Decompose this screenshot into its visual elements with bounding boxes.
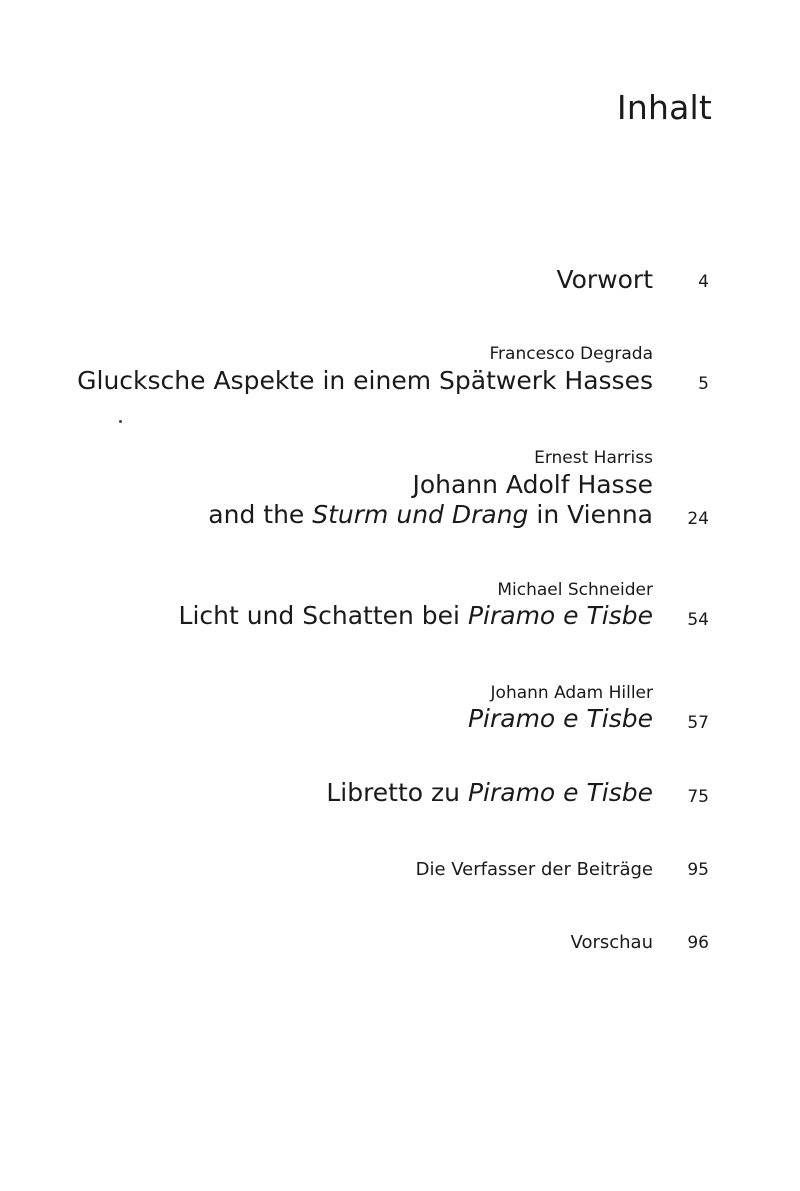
entry-page: 95 bbox=[687, 860, 709, 880]
entry-title: Piramo e Tisbe bbox=[467, 704, 653, 733]
title-italic-text: Piramo e Tisbe bbox=[467, 601, 653, 630]
entry-author: Johann Adam Hiller bbox=[490, 683, 653, 703]
entry-title-line-2 bbox=[208, 500, 653, 529]
title-text: in Vienna bbox=[528, 500, 653, 529]
title-italic-text: Piramo e Tisbe bbox=[467, 778, 653, 807]
entry-page: 54 bbox=[687, 610, 709, 630]
entry-page: 75 bbox=[687, 787, 709, 807]
entry-title: Glucksche Aspekte in einem Spätwerk Hasses bbox=[77, 366, 653, 395]
entry-title bbox=[179, 601, 653, 630]
entry-page: 96 bbox=[687, 933, 709, 953]
page-title: Inhalt bbox=[616, 88, 712, 127]
entry-title: Die Verfasser der Beiträge bbox=[415, 859, 653, 880]
entry-author: Michael Schneider bbox=[497, 580, 653, 600]
entry-title: Vorwort bbox=[556, 265, 653, 294]
entry-page: 5 bbox=[698, 374, 709, 394]
entry-title: Vorschau bbox=[570, 932, 653, 953]
entry-title-line-1: Johann Adolf Hasse bbox=[412, 470, 653, 499]
title-text: Licht und Schatten bei bbox=[178, 601, 468, 630]
title-italic-text: Sturm und Drang bbox=[312, 500, 529, 529]
entry-author: Francesco Degrada bbox=[489, 344, 653, 364]
title-text: Libretto zu bbox=[326, 778, 468, 807]
print-speck bbox=[119, 420, 122, 423]
entry-page: 4 bbox=[698, 272, 709, 292]
entry-page: 57 bbox=[687, 713, 709, 733]
title-text: and the bbox=[208, 500, 313, 529]
entry-page: 24 bbox=[687, 509, 709, 529]
entry-title bbox=[326, 778, 653, 807]
entry-author: Ernest Harriss bbox=[534, 448, 653, 468]
